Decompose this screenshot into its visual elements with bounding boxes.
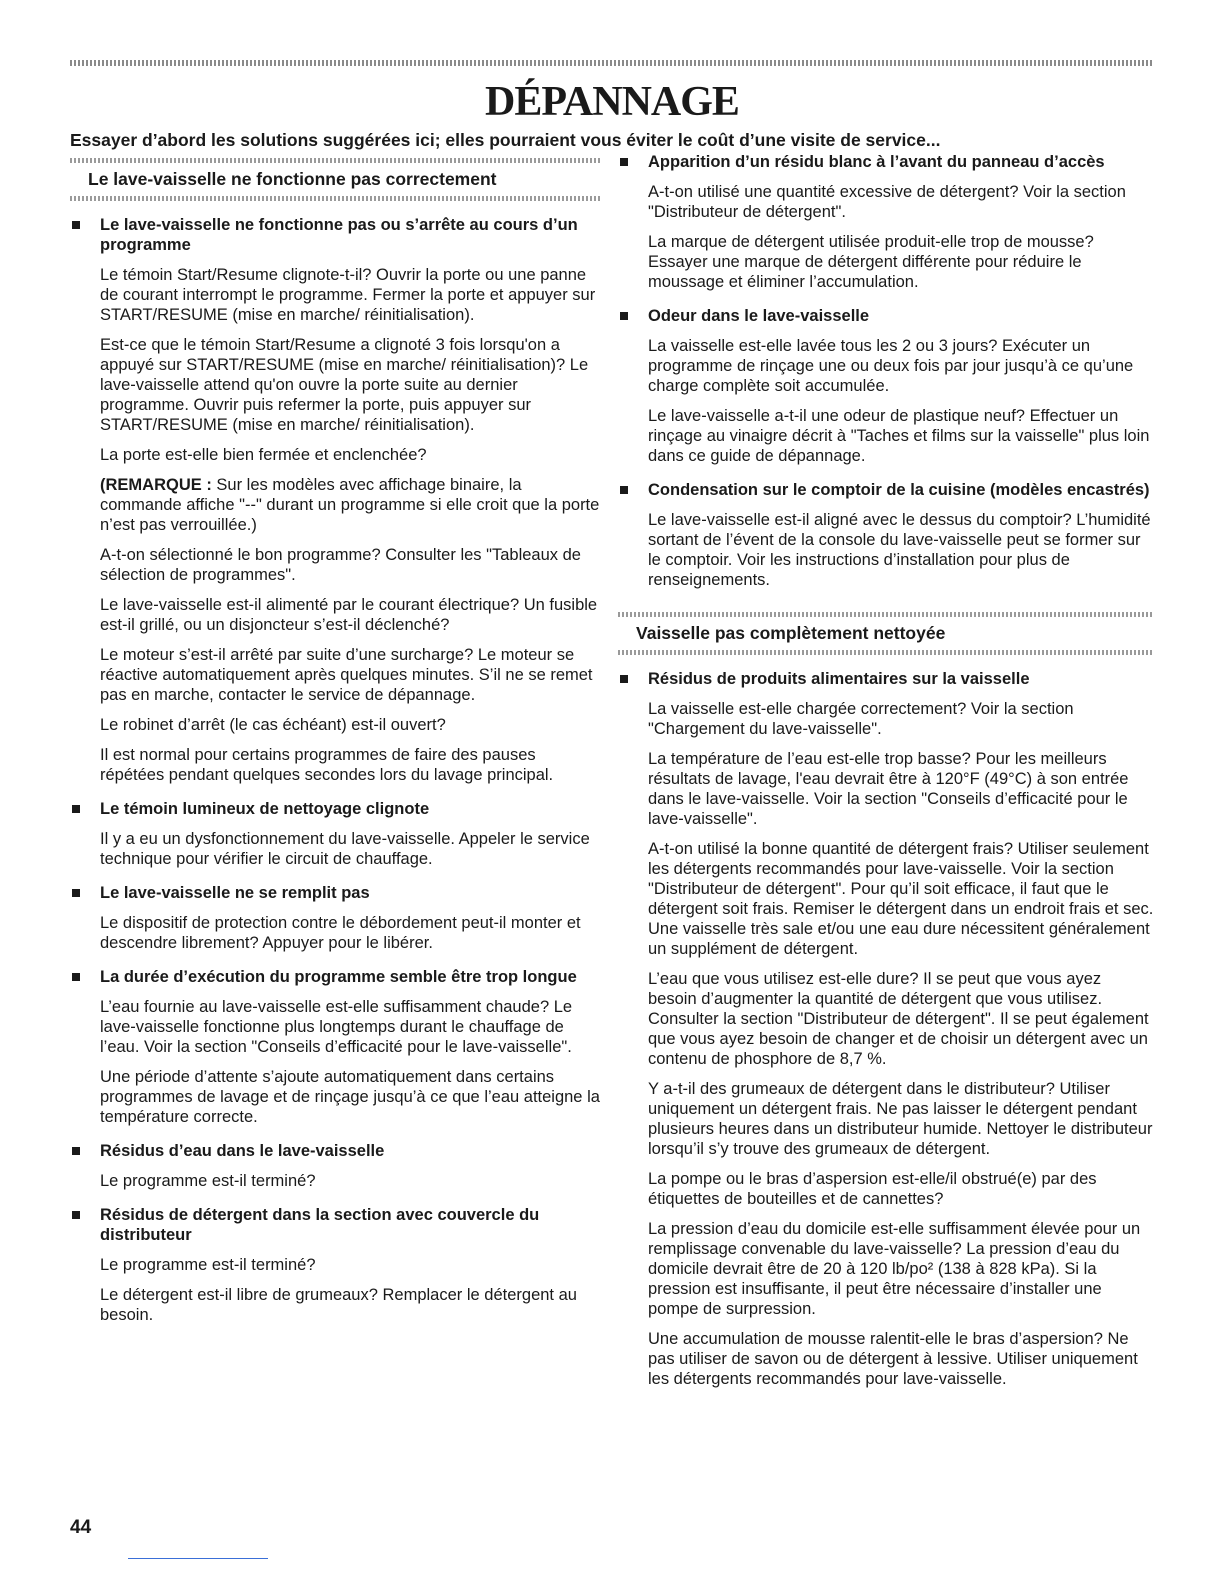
page-title: DÉPANNAGE <box>485 79 739 125</box>
entry-title: Apparition d’un résidu blanc à l’avant du panneau d’accès <box>618 152 1154 172</box>
entry-paragraph: La marque de détergent utilisée produit-elle trop de mousse? Essayer une marque de détergent différente pour réduire le moussage et éliminer l’accumulation. <box>648 233 1094 291</box>
section-rule <box>618 650 1154 655</box>
entry-paragraph: Est-ce que le témoin Start/Resume a clignoté 3 fois lorsqu'on a appuyé sur START/RESUME (mise en marche/ réinitialisation)? Le lave-vaisselle attend qu'on ouvre la porte suite au dernier programme. Ouvrir puis refermer la porte, puis appuyer sur START/RESUME (mise en marche/ réinitialisation). <box>100 336 589 434</box>
page-number: 44 <box>70 1517 92 1538</box>
entry-paragraph: Une période d’attente s’ajoute automatiquement dans certains programmes de lavage et de rinçage jusqu’à ce que l’eau atteigne la température correcte. <box>100 1068 600 1126</box>
troubleshoot-entry <box>618 306 1154 466</box>
section-rule <box>70 196 600 201</box>
entry-title: La durée d’exécution du programme semble être trop longue <box>70 967 600 987</box>
section-title: Vaisselle pas complètement nettoyée <box>636 623 946 643</box>
entry-title: Le lave-vaisselle ne fonctionne pas ou s’arrête au cours d’un programme <box>70 215 600 255</box>
square-bullet-icon <box>72 889 80 897</box>
square-bullet-icon <box>620 312 628 320</box>
entry-paragraph: A-t-on utilisé une quantité excessive de détergent? Voir la section "Distributeur de détergent". <box>648 183 1126 221</box>
entry-paragraph: La pompe ou le bras d’aspersion est-elle/il obstrué(e) par des étiquettes de bouteilles et de cannettes? <box>648 1170 1097 1208</box>
square-bullet-icon <box>72 221 80 229</box>
entry-paragraph: L’eau que vous utilisez est-elle dure? Il se peut que vous ayez besoin d’augmenter la quantité de détergent que vous utilisez. Consulter la section "Distributeur de détergent". Il se peut également que vous ayez besoin de changer et de choisir un détergent avec un contenu de phosphore de 8,7 %. <box>648 970 1149 1068</box>
entry-paragraph: Le moteur s’est-il arrêté par suite d’une surcharge? Le moteur se réactive automatiquement après quelques minutes. S’il ne se remet pas en marche, contacter le service de dépannage. <box>100 646 593 704</box>
entry-title: Le témoin lumineux de nettoyage clignote <box>70 799 600 819</box>
entry-paragraph: Le lave-vaisselle a-t-il une odeur de plastique neuf? Effectuer un rinçage au vinaigre décrit à "Taches et films sur la vaisselle" plus loin dans ce guide de dépannage. <box>648 407 1150 465</box>
entry-title: Condensation sur le comptoir de la cuisine (modèles encastrés) <box>618 480 1154 500</box>
right-column <box>618 152 1154 1389</box>
entry-paragraph: La vaisselle est-elle chargée correctement? Voir la section "Chargement du lave-vaisselle". <box>648 700 1074 738</box>
square-bullet-icon <box>72 1147 80 1155</box>
entry-paragraph: La pression d’eau du domicile est-elle suffisamment élevée pour un remplissage convenable du lave-vaisselle? La pression d’eau du domicile devrait être de 20 à 120 lb/po² (138 à 828 kPa). Si la pression est insuffisante, il peut être nécessaire d’installer une pompe de surpression. <box>648 1220 1141 1318</box>
entry-paragraph: Y a-t-il des grumeaux de détergent dans le distributeur? Utiliser uniquement un détergent frais. Ne pas laisser le détergent pendant plusieurs heures dans un distributeur humide. Nettoyer le distributeur lorsqu’il s’y trouve des grumeaux de détergent. <box>648 1080 1153 1158</box>
troubleshoot-entry <box>618 669 1154 1389</box>
entry-title: Résidus de produits alimentaires sur la vaisselle <box>618 669 1154 689</box>
troubleshoot-entry <box>70 215 600 785</box>
troubleshoot-entry <box>70 1205 600 1325</box>
footer-line <box>128 1558 268 1559</box>
note-label: (REMARQUE : <box>100 476 212 494</box>
entry-paragraph: Il y a eu un dysfonctionnement du lave-vaisselle. Appeler le service technique pour vérifier le circuit de chauffage. <box>100 830 590 868</box>
entry-paragraph: L’eau fournie au lave-vaisselle est-elle suffisamment chaude? Le lave-vaisselle fonctionne plus longtemps durant le chauffage de l’eau. Voir la section "Conseils d’efficacité pour le lave-vaisselle". <box>100 998 573 1056</box>
square-bullet-icon <box>72 1211 80 1219</box>
troubleshoot-entry <box>70 883 600 953</box>
square-bullet-icon <box>620 486 628 494</box>
top-dotted-rule <box>70 60 1154 66</box>
entry-paragraph: Le programme est-il terminé? <box>100 1256 316 1274</box>
entry-paragraph: La porte est-elle bien fermée et enclenchée? <box>100 446 427 464</box>
entry-paragraph: La vaisselle est-elle lavée tous les 2 ou 3 jours? Exécuter un programme de rinçage une ou deux fois par jour jusqu’à ce qu’une charge complète soit accumulée. <box>648 337 1134 395</box>
troubleshoot-entry <box>70 967 600 1127</box>
entry-paragraph: Le programme est-il terminé? <box>100 1172 316 1190</box>
square-bullet-icon <box>620 675 628 683</box>
troubleshoot-entry <box>70 799 600 869</box>
note-paragraph <box>100 475 600 535</box>
entry-paragraph: Le détergent est-il libre de grumeaux? Remplacer le détergent au besoin. <box>100 1286 577 1324</box>
entry-paragraph: Le lave-vaisselle est-il alimenté par le courant électrique? Un fusible est-il grillé, ou un disjoncteur s’est-il déclenché? <box>100 596 598 634</box>
note-text: Sur les modèles avec affichage binaire, la commande affiche "--" durant un programme si elle croit que la porte n’est pas verrouillée.) <box>100 476 600 534</box>
section-rule <box>618 612 1154 617</box>
entry-title: Résidus de détergent dans la section avec couvercle du distributeur <box>70 1205 600 1245</box>
entry-paragraph: Il est normal pour certains programmes de faire des pauses répétées pendant quelques secondes lors du lavage principal. <box>100 746 554 784</box>
entry-title: Résidus d’eau dans le lave-vaisselle <box>70 1141 600 1161</box>
entry-title: Le lave-vaisselle ne se remplit pas <box>70 883 600 903</box>
left-column <box>70 158 600 1325</box>
troubleshoot-entry <box>70 1141 600 1191</box>
entry-paragraph: Le dispositif de protection contre le débordement peut-il monter et descendre librement? Appuyer pour le libérer. <box>100 914 581 952</box>
intro-text: Essayer d’abord les solutions suggérées ici; elles pourraient vous éviter le coût d’une visite de service... <box>70 130 941 150</box>
entry-paragraph: Une accumulation de mousse ralentit-elle le bras d’aspersion? Ne pas utiliser de savon ou de détergent à lessive. Utiliser uniquement les détergents recommandés pour lave-vaisselle. <box>648 1330 1138 1388</box>
entry-title: Odeur dans le lave-vaisselle <box>618 306 1154 326</box>
entry-paragraph: La température de l’eau est-elle trop basse? Pour les meilleurs résultats de lavage, l'eau devrait être à 120°F (49°C) à son entrée dans le lave-vaisselle. Voir la section "Conseils d’efficacité pour le lave-vaisselle". <box>648 750 1129 828</box>
section-rule <box>70 158 600 163</box>
entry-paragraph: A-t-on utilisé la bonne quantité de détergent frais? Utiliser seulement les détergents recommandés pour lave-vaisselle. Voir la section "Distributeur de détergent". Pour qu’il soit efficace, il faut que le détergent soit frais. Remiser le détergent dans un endroit frais et sec. Une vaisselle très sale et/ou une eau dure nécessitent généralement un supplément de détergent. <box>648 840 1154 958</box>
entry-paragraph: Le robinet d’arrêt (le cas échéant) est-il ouvert? <box>100 716 446 734</box>
troubleshoot-entry <box>618 152 1154 292</box>
troubleshoot-entry <box>618 480 1154 590</box>
square-bullet-icon <box>72 973 80 981</box>
entry-paragraph: Le témoin Start/Resume clignote-t-il? Ouvrir la porte ou une panne de courant interrompt le programme. Fermer la porte et appuyer sur START/RESUME (mise en marche/ réinitialisation). <box>100 266 596 324</box>
entry-paragraph: Le lave-vaisselle est-il aligné avec le dessus du comptoir? L’humidité sortant de l’évent de la console du lave-vaisselle peut se former sur le comptoir. Voir les instructions d’installation pour plus de renseignements. <box>648 511 1151 589</box>
square-bullet-icon <box>620 158 628 166</box>
section-title: Le lave-vaisselle ne fonctionne pas correctement <box>88 169 497 189</box>
entry-paragraph: A-t-on sélectionné le bon programme? Consulter les "Tableaux de sélection de programmes". <box>100 546 581 584</box>
square-bullet-icon <box>72 805 80 813</box>
